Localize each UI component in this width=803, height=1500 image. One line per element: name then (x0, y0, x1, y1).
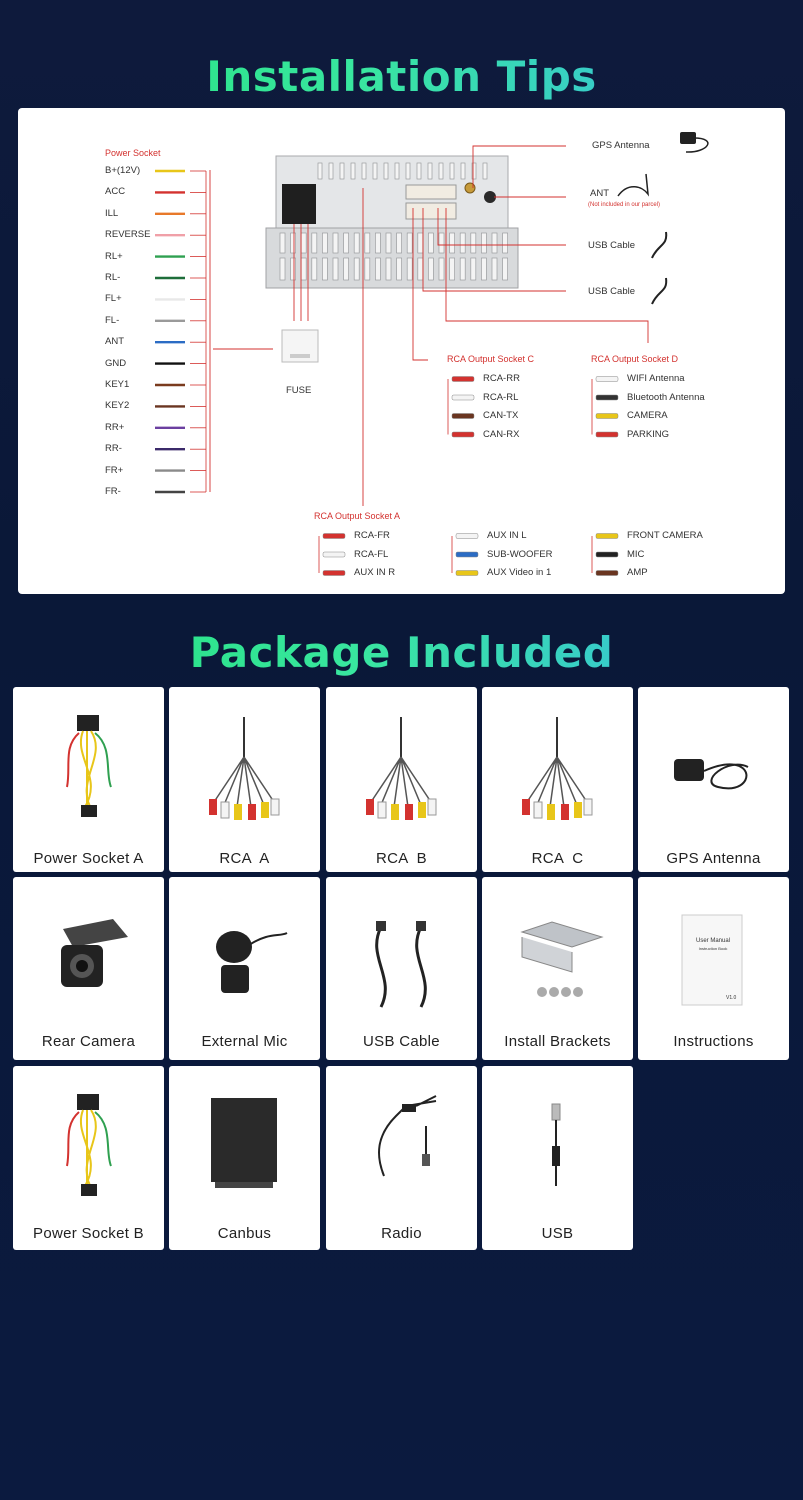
wire-label: GND (105, 357, 127, 369)
manual-title: User Manual (695, 938, 730, 944)
rca-cable-icon (326, 687, 477, 827)
package-item-label: USB Cable (363, 1033, 440, 1050)
wire-label: ANT (105, 336, 124, 348)
fuse-block (282, 330, 318, 362)
package-item (326, 877, 477, 1060)
usb-cable-pictures (652, 232, 666, 304)
ant-label: ANT (590, 188, 609, 199)
wire-label: RL- (105, 272, 121, 283)
usb-plug-icon (482, 1066, 633, 1206)
ant-picture (618, 174, 648, 196)
package-item-label: RCA A (219, 850, 270, 867)
rca-plug (596, 377, 618, 382)
rca-plug (452, 414, 474, 419)
rca-plug (596, 414, 618, 419)
usb-cable-label-1: USB Cable (588, 240, 635, 251)
package-item-label: Instructions (673, 1033, 754, 1050)
wire-label: RR- (105, 443, 122, 455)
gps-antenna-label: GPS Antenna (592, 140, 650, 151)
rca-label: RCA-FR (354, 530, 390, 541)
rca-label: WIFI Antenna (627, 373, 685, 384)
canbus-box-icon (169, 1066, 320, 1206)
usb-cable-label-2: USB Cable (588, 286, 635, 297)
wire-label: ILL (105, 207, 119, 219)
package-item (169, 687, 320, 872)
rca-plug (596, 571, 618, 576)
rca-label: AUX IN L (487, 530, 527, 541)
wire-label: KEY1 (105, 379, 130, 390)
rca-cable-icon (169, 687, 320, 827)
rca-plug (596, 534, 618, 539)
head-unit-back (266, 156, 518, 288)
rca-label: AMP (627, 567, 648, 578)
package-item (482, 877, 633, 1060)
rca-label: CAMERA (627, 410, 668, 421)
wire-label: RL+ (105, 250, 123, 262)
wire-label: KEY2 (105, 400, 130, 412)
package-item (326, 687, 477, 872)
power-socket-title: Power Socket (105, 148, 161, 158)
power-socket-harness-icon (13, 687, 164, 827)
package-item (638, 687, 789, 872)
wire-label: ACC (105, 186, 126, 198)
rca-label: Bluetooth Antenna (627, 391, 705, 403)
package-item (482, 1066, 633, 1250)
package-item-label: Install Brackets (504, 1033, 611, 1050)
rca-plug (456, 552, 478, 557)
wiring-diagram-panel (18, 108, 785, 594)
radio-adapter-icon (326, 1066, 477, 1206)
rca-label: CAN-TX (483, 410, 519, 421)
rca-d-title: RCA Output Socket D (591, 354, 679, 364)
package-item-label: External Mic (201, 1033, 288, 1050)
bracket-icon (482, 877, 633, 1017)
package-item-label: RCA C (531, 850, 584, 867)
package-item-label: Radio (381, 1225, 422, 1242)
wire-label: FL+ (105, 293, 122, 305)
package-item-label: Power Socket A (33, 850, 144, 867)
package-item-label: Power Socket B (33, 1225, 144, 1242)
gps-antenna-icon (638, 687, 789, 827)
rca-plug (452, 432, 474, 437)
rca-plug (452, 395, 474, 400)
wire-label: REVERSE (105, 229, 151, 241)
camera-icon (13, 877, 164, 1017)
rca-cable-icon (482, 687, 633, 827)
rca-label: MIC (627, 548, 645, 560)
installation-tips-title: Installation Tips (0, 52, 803, 101)
rca-label: AUX Video in 1 (487, 567, 552, 578)
manual-sub: Instruction Book (698, 946, 728, 951)
package-item (169, 877, 320, 1060)
manual-cover-text (693, 937, 733, 953)
rca-plug (456, 534, 478, 539)
usb-cable-icon (326, 877, 477, 1017)
rca-label: RCA-FL (354, 548, 389, 560)
rca-plug (323, 534, 345, 539)
ant-note: (Not included in our parcel) (588, 202, 661, 208)
package-item (13, 1066, 164, 1250)
package-item-label: Canbus (217, 1225, 272, 1242)
microphone-icon (169, 877, 320, 1017)
gps-antenna-picture (680, 132, 708, 152)
package-item (326, 1066, 477, 1250)
rca-label: RCA-RR (483, 373, 520, 384)
wire-label: FR+ (105, 464, 124, 476)
wire-label: B+(12V) (105, 165, 141, 176)
package-item (638, 877, 789, 1060)
rca-plug (596, 395, 618, 400)
rca-plug (596, 432, 618, 437)
rca-label: RCA-RL (483, 391, 519, 403)
package-included-title: Package Included (0, 628, 803, 677)
package-item-label: USB (541, 1225, 574, 1242)
rca-plug (596, 552, 618, 557)
rca-label: AUX IN R (354, 567, 396, 578)
package-item (13, 877, 164, 1060)
wire-label: FR- (105, 486, 121, 497)
rca-plug (456, 571, 478, 576)
rca-a-title: RCA Output Socket A (314, 511, 401, 521)
manual-version: V1.0 (726, 995, 737, 1001)
rca-plug (452, 377, 474, 382)
wiring-diagram (18, 108, 785, 594)
package-item-label: Rear Camera (41, 1033, 136, 1050)
package-item (13, 687, 164, 872)
package-item-label: RCA B (376, 850, 427, 867)
rca-label: PARKING (627, 428, 670, 440)
wire-label: RR+ (105, 421, 125, 433)
rca-plug (323, 571, 345, 576)
power-socket-harness-icon (13, 1066, 164, 1206)
rca-c-title: RCA Output Socket C (447, 354, 535, 364)
package-item-label: GPS Antenna (666, 850, 761, 867)
fuse-label: FUSE (286, 385, 312, 396)
rca-label: FRONT CAMERA (627, 530, 703, 541)
package-item (482, 687, 633, 872)
rca-label: CAN-RX (483, 428, 520, 440)
package-item (169, 1066, 320, 1250)
wire-label: FL- (105, 314, 120, 326)
rca-label: SUB-WOOFER (487, 548, 553, 560)
rca-plug (323, 552, 345, 557)
